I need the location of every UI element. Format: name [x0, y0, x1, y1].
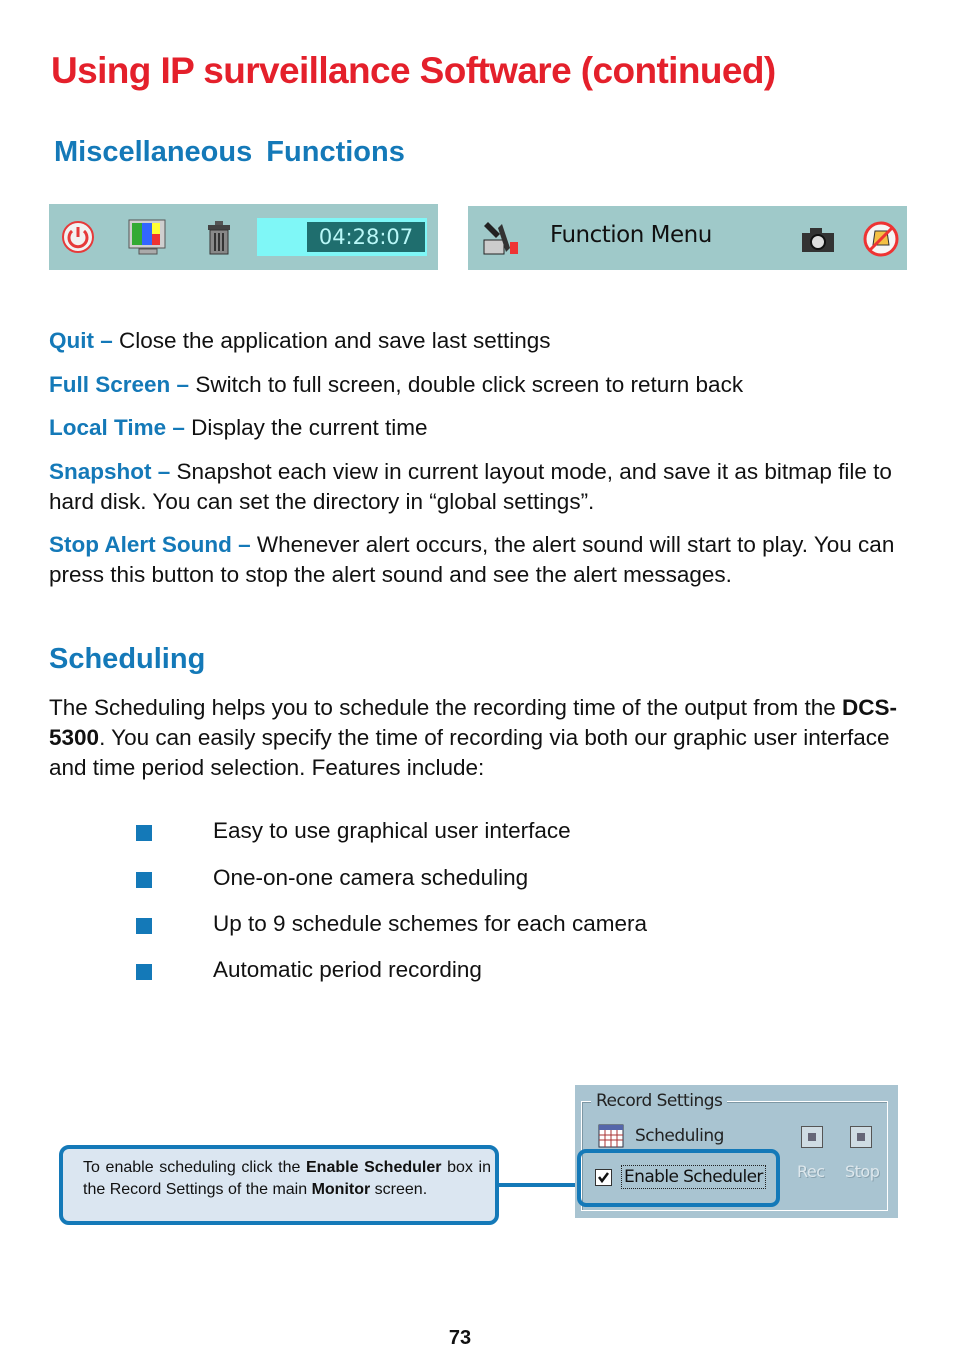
enable-scheduler-label[interactable]: Enable Scheduler [621, 1165, 766, 1189]
bullet-square-icon [136, 825, 152, 841]
clock-time: 04:28:07 [307, 222, 425, 252]
tools-icon[interactable] [480, 218, 524, 258]
snapshot-text: Snapshot each view in current layout mode, and save it as bitmap file to hard disk. You can set the directory in “global settings”. [49, 459, 892, 514]
feature-text: Easy to use graphical user interface [213, 818, 571, 843]
local-time-term: Local Time – [49, 415, 185, 440]
stop-alert-description [49, 530, 919, 590]
quit-text: Close the application and save last settings [112, 328, 551, 353]
page-number: 73 [448, 1327, 472, 1349]
stop-label: Stop [845, 1162, 880, 1181]
full-screen-term: Full Screen – [49, 372, 190, 397]
callout-text-1: To enable scheduling click the [83, 1159, 306, 1176]
quit-term: Quit – [49, 328, 113, 353]
callout-text [83, 1157, 491, 1201]
bullet-square-icon [136, 918, 152, 934]
bullet-square-icon [136, 872, 152, 888]
intro-text-b: . You can easily specify the time of recording via both our graphic user interface and time period selection. Features include: [49, 725, 890, 780]
stop-alert-term: Stop Alert Sound – [49, 532, 251, 557]
quit-description [49, 326, 919, 356]
bullet-square-icon [136, 964, 152, 980]
feature-text: Automatic period recording [213, 957, 482, 982]
stop-alert-text: Whenever alert occurs, the alert sound will start to play. You can press this button to stop the alert sound and see the alert messages. [49, 532, 895, 587]
model-name: DCS-5300 [49, 695, 897, 750]
power-icon[interactable] [61, 220, 95, 254]
callout-bold-enable-scheduler: Enable Scheduler [306, 1159, 442, 1176]
page-title: Using IP surveillance Software (continued) [51, 50, 776, 91]
mute-alert-icon[interactable] [862, 220, 900, 258]
local-time-display [257, 218, 427, 256]
trash-icon[interactable] [205, 220, 233, 256]
function-menu-toolbar-image [468, 206, 907, 270]
misc-functions-heading: Miscellaneous Functions [54, 136, 405, 168]
scheduling-intro [49, 693, 909, 783]
calendar-icon [598, 1124, 624, 1148]
snapshot-description [49, 457, 919, 517]
feature-text: Up to 9 schedule schemes for each camera [213, 911, 647, 936]
snapshot-term: Snapshot – [49, 459, 171, 484]
scheduling-button-label[interactable]: Scheduling [635, 1126, 724, 1146]
full-screen-text: Switch to full screen, double click screen to return back [189, 372, 744, 397]
scheduler-callout [59, 1145, 499, 1225]
function-menu-label[interactable]: Function Menu [550, 222, 712, 248]
callout-text-2: box in the Record Settings of the main [83, 1159, 491, 1198]
rec-label: Rec [797, 1162, 825, 1181]
feature-text: One-on-one camera scheduling [213, 865, 529, 890]
camera-icon[interactable] [800, 226, 836, 254]
main-toolbar-image [49, 204, 438, 270]
record-settings-title: Record Settings [591, 1091, 727, 1111]
stop-button[interactable] [850, 1126, 872, 1148]
callout-text-3: screen. [370, 1181, 428, 1198]
local-time-description [49, 413, 919, 443]
full-screen-description [49, 370, 919, 400]
intro-text-a: The Scheduling helps you to schedule the recording time of the output from the [49, 695, 842, 720]
rec-button[interactable] [801, 1126, 823, 1148]
monitor-icon[interactable] [127, 218, 169, 258]
scheduling-heading: Scheduling [49, 643, 206, 675]
callout-connector-line [499, 1183, 579, 1187]
enable-scheduler-highlight [577, 1149, 780, 1207]
local-time-text: Display the current time [184, 415, 428, 440]
callout-bold-monitor: Monitor [311, 1181, 371, 1198]
